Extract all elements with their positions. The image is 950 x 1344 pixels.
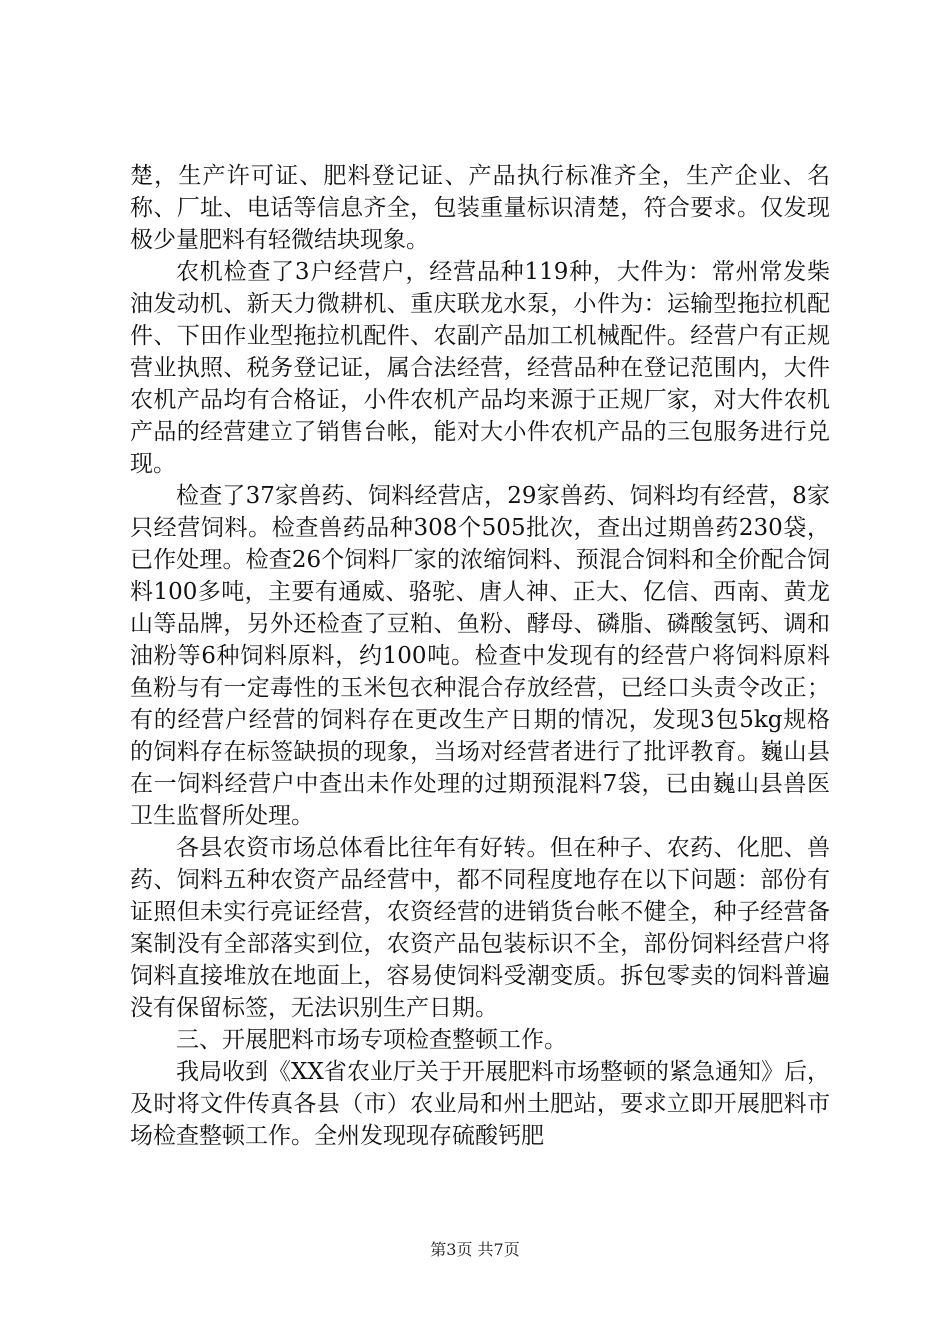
paragraph-fertilizer-notice: 我局收到《XX省农业厅关于开展肥料市场整顿的紧急通知》后，及时将文件传真各县（市）农业局和州土肥站，要求立即开展肥料市场检查整顿工作。全州发现现存硫酸钙肥 [130, 1059, 830, 1149]
paragraph-market-overview: 各县农资市场总体看比往年有好转。但在种子、农药、化肥、兽药、饲料五种农资产品经营中，都不同程度地存在以下问题：部份有证照但未实行亮证经营，农资经营的进销货台帐不健全，种子经营备案制没有全部落实到位，农资产品包装标识不全，部份饲料经营户将饲料直接堆放在地面上，容易使饲料受潮变质。拆包零卖的饲料普遍没有保留标签，无法识别生产日期。 [130, 835, 830, 1021]
page-footer: 第3页 共7页 [430, 1240, 520, 1259]
paragraph-farm-machinery: 农机检查了3户经营户，经营品种119种，大件为：常州常发柴油发动机、新天力微耕机、重庆联龙水泵，小件为：运输型拖拉机配件、下田作业型拖拉机配件、农副产品加工机械配件。经营户有正规营业执照、税务登记证，属合法经营，经营品种在登记范围内，大件农机产品均有合格证，小件农机产品均来源于正规厂家，对大件农机产品的经营建立了销售台帐，能对大小件农机产品的三包服务进行兑现。 [130, 259, 830, 477]
paragraph-continuation: 楚，生产许可证、肥料登记证、产品执行标准齐全，生产企业、名称、厂址、电话等信息齐全，包装重量标识清楚，符合要求。仅发现极少量肥料有轻微结块现象。 [130, 163, 830, 253]
paragraph-veterinary-feed: 检查了37家兽药、饲料经营店，29家兽药、饲料均有经营，8家只经营饲料。检查兽药品种308个505批次，查出过期兽药230袋，已作处理。检查26个饲料厂家的浓缩饲料、预混合饲料和全价配合饲料100多吨，主要有通威、骆驼、唐人神、正大、亿信、西南、黄龙山等品牌，另外还检查了豆粕、鱼粉、酵母、磷脂、磷酸氢钙、调和油粉等6种饲料原料，约100吨。检查中发现有的经营户将饲料原料鱼粉与有一定毒性的玉米包衣种混合存放经营，已经口头责令改正；有的经营户经营的饲料存在更改生产日期的情况，发现3包5kg规格的饲料存在标签缺损的现象，当场对经营者进行了批评教育。巍山县在一饲料经营户中查出未作处理的过期预混料7袋，已由巍山县兽医卫生监督所处理。 [130, 483, 830, 829]
section-heading-fertilizer: 三、开展肥料市场专项检查整顿工作。 [176, 1027, 567, 1053]
document-body [130, 160, 830, 1152]
